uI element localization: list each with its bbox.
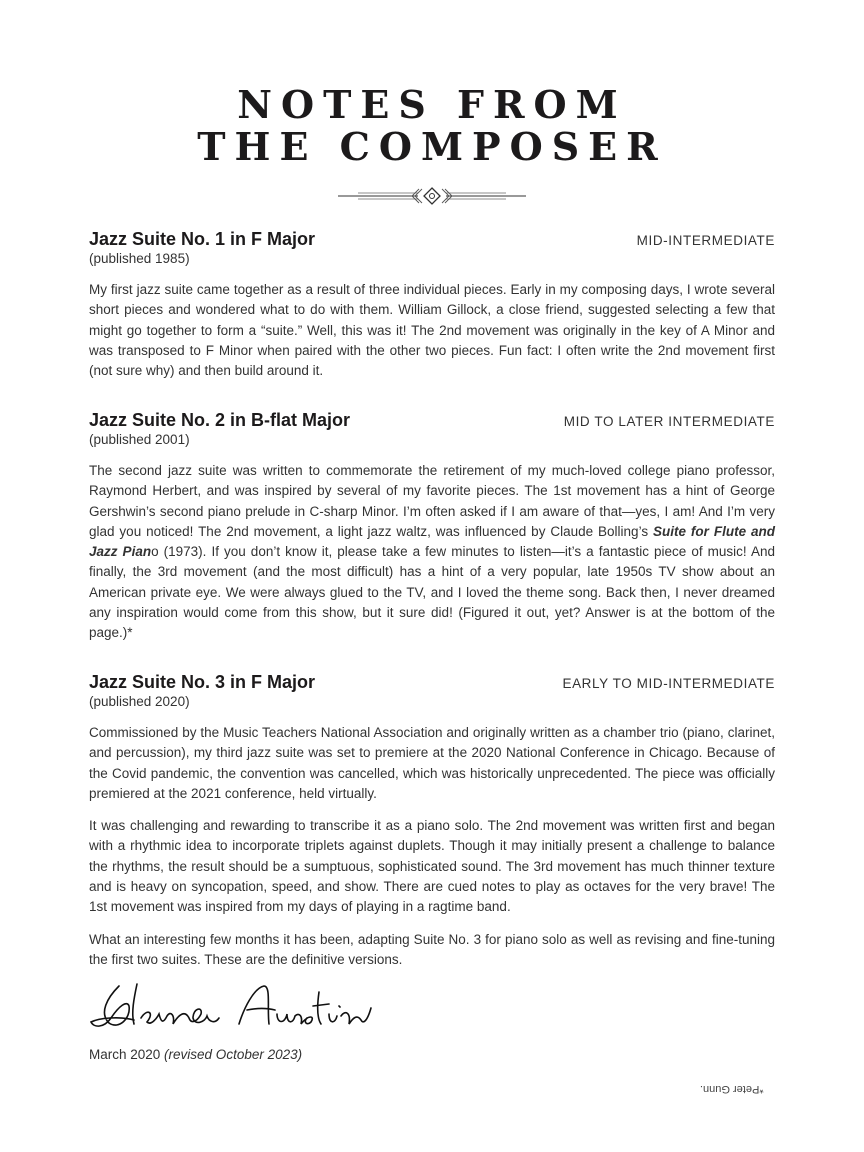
section-suite-2 <box>89 410 775 644</box>
date-line: March 2020 (revised October 2023) <box>89 1047 303 1062</box>
paragraph: The second jazz suite was written to commemorate the retirement of my much-loved college piano professor, Raymond Herbert, and was inspired by several of my favorite pieces. The 1st movement has a hint of George Gershwin’s second piano prelude in C-sharp Minor. I’m often asked if I am aware of that—yes, I am! And I’m very glad you noticed! The 2nd movement, a light jazz waltz, was influenced by Claude Bolling’s Suite for Flute and Jazz Piano (1973). If you don’t know it, please take a few minutes to listen—it’s a fantastic piece of music! And finally, the 3rd movement (and the most difficult) has a hint of a very popular, late 1950s TV show about an American private eye. We were always glued to the TV, and I loved the theme song. Back then, I never dreamed any inspiration would come from this show, but it sure did! (Figured it out, yet? Answer is at the bottom of the page.)* <box>89 463 775 641</box>
paragraph: Commissioned by the Music Teachers National Association and originally written as a chamber trio (piano, clarinet, and percussion), my third jazz suite was set to premiere at the 2020 National Conference in Chicago. Because of the Covid pandemic, the convention was cancelled, which was historically unprecedented. The piece was officially premiered at the 2021 conference, held virtually. <box>89 725 775 801</box>
section-suite-3 <box>89 672 775 970</box>
level-label: MID-INTERMEDIATE <box>636 233 775 248</box>
published-note: (published 2001) <box>89 432 190 447</box>
level-label: MID TO LATER INTERMEDIATE <box>563 414 775 429</box>
section-suite-1 <box>89 229 775 381</box>
paragraph: It was challenging and rewarding to transcribe it as a piano solo. The 2nd movement was written first and began with a rhythmic idea to incorporate triplets against duplets. Though it may initially present a challenge to balance the rhythms, the result should be a sumptuous, sophisticated sound. The 3rd movement has much thinner texture and is heavy on syncopation, speed, and show. There are cued notes to play as octaves for the very brave! The 1st movement was inspired from my days of playing in a ragtime band. <box>89 818 775 915</box>
section-heading: Jazz Suite No. 3 in F Major <box>89 672 316 692</box>
page-title: NOTES FROM THE COMPOSER <box>197 82 667 169</box>
work-title: Suite for Flute and Jazz Pian <box>89 523 775 560</box>
footnote-answer: *Peter Gunn. <box>700 1083 764 1095</box>
paragraph: What an interesting few months it has been, adapting Suite No. 3 for piano solo as well as revising and fine-tuning the first two suites. These are the definitive versions. <box>89 931 775 967</box>
section-heading: Jazz Suite No. 2 in B-flat Major <box>89 410 351 430</box>
ornament-divider <box>338 184 526 208</box>
section-heading: Jazz Suite No. 1 in F Major <box>89 229 316 249</box>
paragraph: My first jazz suite came together as a result of three individual pieces. Early in my composing days, I wrote several short pieces and wondered what to do with them. William Gillock, a close friend, suggested selecting a few that might go together to form a “suite.” Well, this was it! The 2nd movement was originally in the key of A Minor and was transposed to F Minor when paired with the other two pieces. Fun fact: I often write the 2nd movement first (not sure why) and then build around it. <box>89 282 775 379</box>
published-note: (published 1985) <box>89 251 190 266</box>
signature <box>89 978 389 1038</box>
level-label: EARLY TO MID-INTERMEDIATE <box>562 676 775 691</box>
published-note: (published 2020) <box>89 694 190 709</box>
